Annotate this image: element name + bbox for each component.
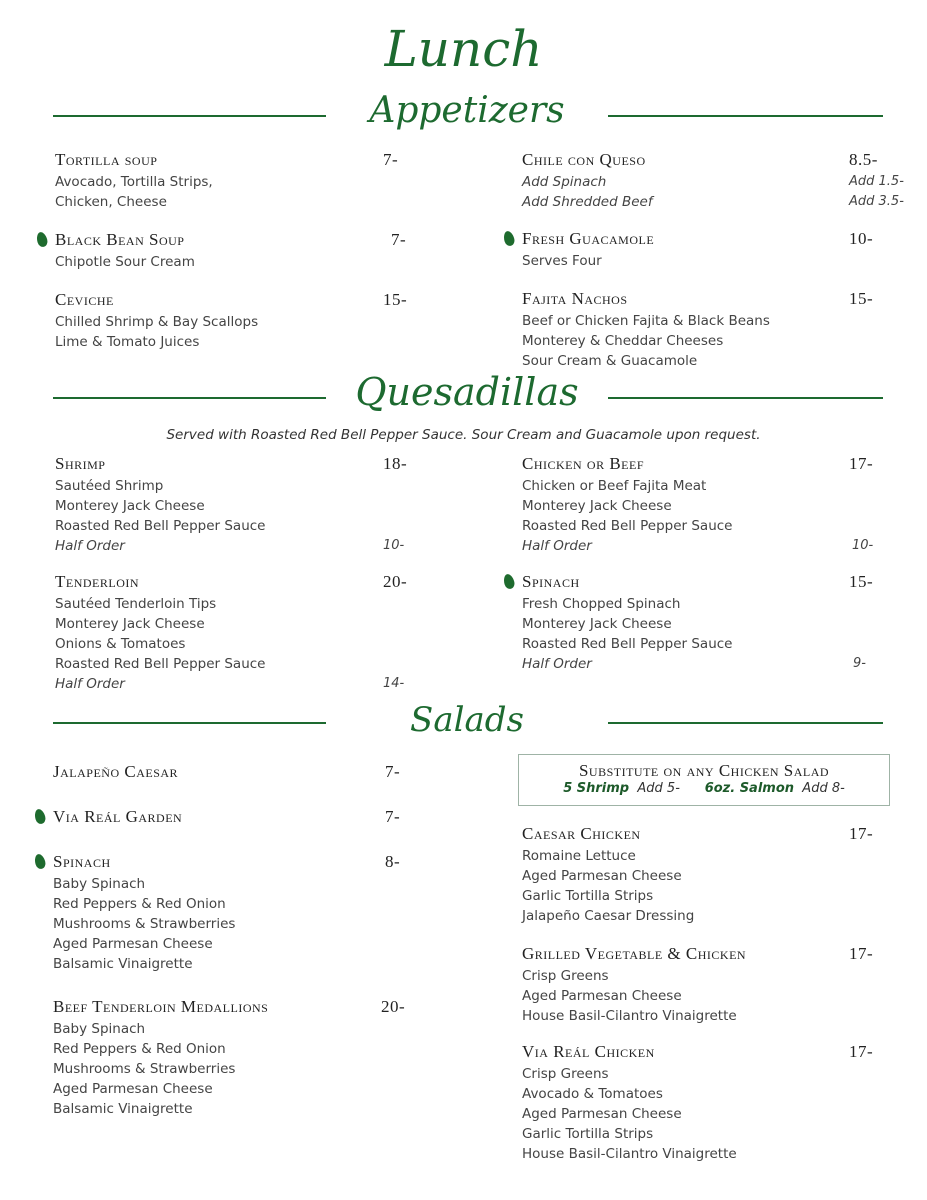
item-name — [55, 290, 425, 312]
item-name-text: Beef Tenderloin Medallions — [53, 997, 269, 1016]
menu-item — [55, 572, 425, 694]
item-name-text: Grilled Vegetable & Chicken — [522, 944, 747, 963]
item-name-text: Via Reál Garden — [53, 807, 183, 826]
item-price: 17- — [849, 454, 874, 473]
substitute-title: Substitute on any Chicken Salad — [578, 761, 830, 780]
menu-item — [522, 572, 892, 674]
item-price: 17- — [849, 1042, 874, 1061]
line-text: Aged Parmesan Cheese — [522, 988, 682, 1004]
line-text: Sautéed Tenderloin Tips — [55, 596, 217, 612]
menu-item — [522, 824, 892, 926]
item-description-line — [53, 1039, 423, 1059]
menu-item — [522, 229, 892, 271]
item-description-line — [522, 866, 892, 886]
line-text: Fresh Chopped Spinach — [522, 596, 681, 612]
line-text: Monterey Jack Cheese — [55, 498, 205, 514]
item-description-line — [522, 966, 892, 986]
line-text: Mushrooms & Strawberries — [53, 916, 236, 932]
item-description-line — [55, 332, 425, 352]
line-text: Balsamic Vinaigrette — [53, 1101, 193, 1117]
line-text: Monterey Jack Cheese — [522, 616, 672, 632]
item-description-line — [522, 654, 892, 674]
menu-item — [522, 1042, 892, 1164]
item-name-text: Via Reál Chicken — [522, 1042, 655, 1061]
shrimp-option: 5 Shrimp — [563, 781, 630, 796]
menu-item — [522, 289, 892, 371]
item-price: 18- — [383, 454, 408, 473]
item-description-line — [522, 536, 892, 556]
item-price: 7- — [385, 807, 401, 826]
item-description-line — [55, 614, 425, 634]
section-title-quesadillas: Quesadillas — [355, 370, 579, 414]
item-name-text: Chicken or Beef — [522, 454, 645, 473]
item-description-line — [522, 614, 892, 634]
item-description-line — [522, 496, 892, 516]
item-description-line — [55, 516, 425, 536]
line-text: Monterey & Cheddar Cheeses — [522, 333, 724, 349]
item-description-line — [522, 251, 892, 271]
line-text: Aged Parmesan Cheese — [53, 936, 213, 952]
item-name — [55, 572, 425, 594]
item-name — [55, 454, 425, 476]
item-name — [53, 997, 423, 1019]
item-description-line — [522, 516, 892, 536]
salmon-option: 6oz. Salmon — [704, 781, 795, 796]
line-text: Garlic Tortilla Strips — [522, 888, 654, 904]
item-price: 15- — [849, 572, 874, 591]
item-description-line — [522, 1084, 892, 1104]
menu-item — [55, 290, 425, 352]
item-description-line — [522, 634, 892, 654]
menu-item — [53, 852, 423, 974]
line-text: Chipotle Sour Cream — [55, 254, 195, 270]
item-description-line — [55, 536, 425, 556]
item-name-text: Chile con Queso — [522, 150, 646, 169]
item-name — [55, 230, 425, 252]
item-description-line — [55, 634, 425, 654]
item-price: 17- — [849, 824, 874, 843]
line-text: Aged Parmesan Cheese — [53, 1081, 213, 1097]
item-description-line — [522, 1144, 892, 1164]
menu-item — [522, 454, 892, 556]
salmon-price: Add 8- — [802, 781, 845, 796]
item-price: 15- — [849, 289, 874, 308]
line-text: Chicken, Cheese — [55, 194, 167, 210]
item-price: 7- — [391, 230, 407, 249]
item-description-line — [522, 986, 892, 1006]
item-name-text: Spinach — [53, 852, 111, 871]
item-description-line — [522, 1064, 892, 1084]
item-description-line — [522, 886, 892, 906]
shrimp-price: Add 5- — [637, 781, 680, 796]
line-text: Half Order — [522, 656, 592, 672]
divider — [53, 397, 326, 399]
divider — [53, 722, 326, 724]
menu-item — [55, 230, 425, 272]
item-price: 7- — [385, 762, 401, 781]
item-description-line — [522, 311, 892, 331]
item-name — [522, 572, 892, 594]
item-description-line — [522, 846, 892, 866]
leaf-icon — [35, 231, 49, 248]
item-name-text: Jalapeño Caesar — [53, 762, 179, 781]
item-price: 7- — [383, 150, 399, 169]
item-description-line — [55, 674, 425, 694]
divider — [608, 722, 883, 724]
line-text: Half Order — [522, 538, 592, 554]
item-price: 17- — [849, 944, 874, 963]
line-text: Crisp Greens — [522, 1066, 609, 1082]
item-name-text: Ceviche — [55, 290, 114, 309]
item-description-line — [53, 1099, 423, 1119]
item-description-line — [55, 192, 425, 212]
item-description-line — [522, 476, 892, 496]
menu-item — [522, 944, 892, 1026]
line-price: 10- — [383, 538, 405, 553]
item-name — [522, 150, 892, 172]
item-description-line — [53, 894, 423, 914]
item-name — [522, 289, 892, 311]
item-price: 20- — [381, 997, 406, 1016]
line-text: Half Order — [55, 676, 125, 692]
item-name-text: Spinach — [522, 572, 580, 591]
item-name-text: Shrimp — [55, 454, 106, 473]
menu-item — [53, 762, 423, 784]
line-text: Roasted Red Bell Pepper Sauce — [522, 636, 733, 652]
item-description-line — [522, 594, 892, 614]
item-description-line — [53, 1079, 423, 1099]
item-name-text: Black Bean Soup — [55, 230, 185, 249]
item-name — [53, 852, 423, 874]
item-description-line — [522, 906, 892, 926]
line-text: Serves Four — [522, 253, 602, 269]
line-text: Lime & Tomato Juices — [55, 334, 200, 350]
line-text: Add Spinach — [522, 174, 607, 190]
menu-item — [55, 150, 425, 212]
item-name — [522, 944, 892, 966]
item-price: 8.5- — [849, 150, 878, 169]
item-description-line — [53, 934, 423, 954]
line-text: Red Peppers & Red Onion — [53, 1041, 226, 1057]
line-text: Aged Parmesan Cheese — [522, 868, 682, 884]
item-name — [55, 150, 425, 172]
item-description-line — [55, 654, 425, 674]
section-title-appetizers: Appetizers — [369, 90, 565, 131]
item-description-line — [53, 1019, 423, 1039]
substitute-box — [518, 754, 890, 806]
line-text: Aged Parmesan Cheese — [522, 1106, 682, 1122]
line-text: Avocado, Tortilla Strips, — [55, 174, 213, 190]
line-price: 10- — [852, 538, 874, 553]
item-description-line — [55, 496, 425, 516]
line-text: House Basil-Cilantro Vinaigrette — [522, 1146, 737, 1162]
item-description-line — [55, 172, 425, 192]
line-price: 14- — [383, 676, 405, 691]
item-name-text: Tenderloin — [55, 572, 140, 591]
line-text: Chilled Shrimp & Bay Scallops — [55, 314, 259, 330]
line-text: Avocado & Tomatoes — [522, 1086, 663, 1102]
line-text: Half Order — [55, 538, 125, 554]
menu-item — [53, 807, 423, 829]
item-description-line — [522, 351, 892, 371]
divider — [53, 115, 326, 117]
item-name — [53, 807, 423, 829]
leaf-icon — [502, 230, 516, 247]
line-text: Onions & Tomatoes — [55, 636, 186, 652]
divider — [608, 115, 883, 117]
item-description-line — [522, 331, 892, 351]
item-description-line — [522, 1104, 892, 1124]
item-name — [522, 454, 892, 476]
leaf-icon — [33, 853, 47, 870]
quesadilla-note: Served with Roasted Red Bell Pepper Sauce. Sour Cream and Guacamole upon request. — [166, 427, 761, 443]
line-text: Jalapeño Caesar Dressing — [522, 908, 695, 924]
line-price: Add 1.5- — [849, 174, 904, 189]
menu-item — [55, 454, 425, 556]
item-price: 8- — [385, 852, 401, 871]
item-price: 10- — [849, 229, 874, 248]
item-name — [53, 762, 423, 784]
line-text: Roasted Red Bell Pepper Sauce — [522, 518, 733, 534]
leaf-icon — [33, 808, 47, 825]
item-description-line — [522, 1006, 892, 1026]
item-description-line — [55, 252, 425, 272]
item-name-text: Tortilla soup — [55, 150, 158, 169]
line-text: Add Shredded Beef — [522, 194, 653, 210]
line-text: Roasted Red Bell Pepper Sauce — [55, 518, 266, 534]
line-text: Baby Spinach — [53, 876, 146, 892]
menu-item — [53, 997, 423, 1119]
line-text: House Basil-Cilantro Vinaigrette — [522, 1008, 737, 1024]
line-text: Sour Cream & Guacamole — [522, 353, 698, 369]
line-text: Sautéed Shrimp — [55, 478, 164, 494]
item-name — [522, 229, 892, 251]
item-description-line — [522, 192, 904, 212]
line-text: Monterey Jack Cheese — [522, 498, 672, 514]
menu-title: Lunch — [384, 20, 543, 78]
item-name — [522, 1042, 892, 1064]
line-text: Monterey Jack Cheese — [55, 616, 205, 632]
line-text: Balsamic Vinaigrette — [53, 956, 193, 972]
item-description-line — [53, 954, 423, 974]
line-text: Baby Spinach — [53, 1021, 146, 1037]
section-title-salads: Salads — [410, 700, 524, 740]
item-description-line — [522, 1124, 892, 1144]
item-name-text: Caesar Chicken — [522, 824, 641, 843]
line-text: Red Peppers & Red Onion — [53, 896, 226, 912]
line-text: Crisp Greens — [522, 968, 609, 984]
item-description-line — [53, 914, 423, 934]
line-text: Roasted Red Bell Pepper Sauce — [55, 656, 266, 672]
item-name — [522, 824, 892, 846]
item-description-line — [53, 874, 423, 894]
line-text: Garlic Tortilla Strips — [522, 1126, 654, 1142]
item-price: 15- — [383, 290, 408, 309]
line-text: Beef or Chicken Fajita & Black Beans — [522, 313, 770, 329]
leaf-icon — [502, 573, 516, 590]
item-description-line — [55, 312, 425, 332]
divider — [608, 397, 883, 399]
item-description-line — [55, 594, 425, 614]
line-price: 9- — [853, 656, 866, 671]
line-text: Mushrooms & Strawberries — [53, 1061, 236, 1077]
item-name-text: Fajita Nachos — [522, 289, 628, 308]
item-description-line — [522, 172, 904, 192]
menu-item — [522, 150, 904, 212]
line-text: Romaine Lettuce — [522, 848, 636, 864]
item-name-text: Fresh Guacamole — [522, 229, 655, 248]
line-price: Add 3.5- — [849, 194, 904, 209]
item-price: 20- — [383, 572, 408, 591]
line-text: Chicken or Beef Fajita Meat — [522, 478, 707, 494]
item-description-line — [53, 1059, 423, 1079]
item-description-line — [55, 476, 425, 496]
